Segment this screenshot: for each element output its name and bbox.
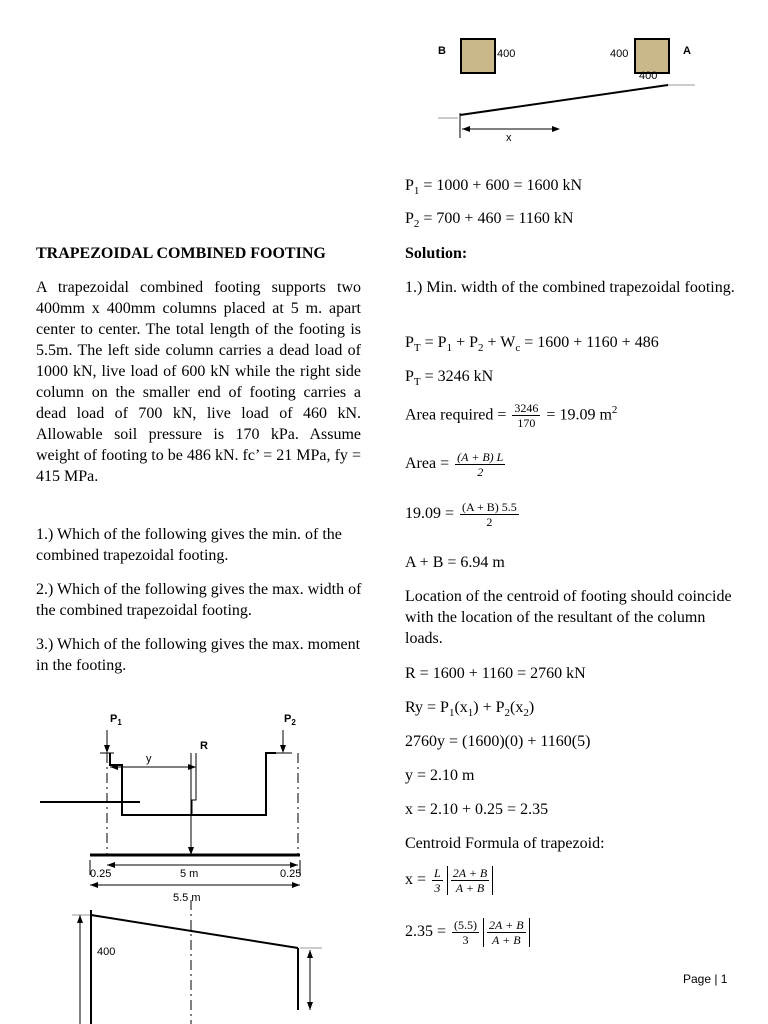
dim-right-label: 0.25 <box>280 868 302 880</box>
pt-equation: $P_T = P_1 + P_2 + W_c = 1600 + 1160 + 486$ <box>405 334 659 355</box>
dim-mid-label: 5 m <box>180 868 199 880</box>
area-formula: Area = $\frac{(A + B) L}{2}$ <box>405 450 504 479</box>
moment-values: 2760y = (1600)(0) + 1160(5) <box>405 733 591 750</box>
column-a-size: 400 <box>610 48 629 60</box>
resultant-equation: R = 1600 + 1160 = 2760 kN <box>405 665 586 682</box>
section-heading: TRAPEZOIDAL COMBINED FOOTING <box>36 245 326 262</box>
x-formula: x = $\frac{L}{3}$ $\frac{2A + B}{A + B}$ <box>405 866 495 895</box>
step-1-text: 1.) Min. width of the combined trapezoidal footing. <box>405 279 735 296</box>
dim-x-label: x <box>506 132 512 144</box>
question-2: 2.) Which of the following gives the max. width of the combined trapezoidal footing. <box>36 581 362 619</box>
page-number: Page | 1 <box>683 972 728 986</box>
pt-value: $P_T = 3246$ kN <box>405 368 494 389</box>
area-required-equation: Area required = $\frac{3246}{170}$ = 19.09 $m^2$ <box>405 401 618 431</box>
a-plus-b-value: A + B = 6.94 m <box>405 554 505 571</box>
top-footing-lines <box>430 30 710 160</box>
width-left-label: 400 <box>97 946 116 958</box>
top-plan-diagram <box>430 30 710 160</box>
label-a: A <box>683 45 691 57</box>
dim-left-label: 0.25 <box>90 868 112 880</box>
question-1: 1.) Which of the following gives the min. of the combined trapezoidal footing. <box>36 526 342 564</box>
moment-equation: $Ry = P_1(x_1) + P_2(x_2)$ <box>405 699 535 720</box>
column-b-size: 400 <box>497 48 516 60</box>
question-3: 3.) Which of the following gives the max. moment in the footing. <box>36 636 361 674</box>
x-result: x = 2.10 + 0.25 = 2.35 <box>405 801 549 818</box>
r-label: R <box>200 740 208 752</box>
y-label: y <box>146 753 152 765</box>
area-substitution: 19.09 = $\frac{(A + B) 5.5}{2}$ <box>405 500 517 529</box>
p1-equation: $P_1 = 1000 + 600 = 1600$ kN <box>405 177 583 198</box>
elevation-diagram <box>30 705 330 1024</box>
p2-label: $P_2$ <box>284 713 296 728</box>
y-result: y = 2.10 m <box>405 767 475 784</box>
solution-heading: Solution: <box>405 245 468 262</box>
x-substitution: 2.35 = $\frac{(5.5)}{3}$ $\frac{2A + B}{A + B}$ <box>405 918 532 947</box>
p2-equation: $P_2 = 700 + 460 = 1160$ kN <box>405 210 574 231</box>
elevation-diagram-lines <box>30 705 330 1024</box>
p1-label: $P_1$ <box>110 713 122 728</box>
centroid-formula-title: Centroid Formula of trapezoid: <box>405 835 605 852</box>
problem-statement: A trapezoidal combined footing supports two 400mm x 400mm columns placed at 5 m. apart center to center. The total length of the footing is 5.5m. The left side column carries a dead load of 1000 kN, live load of 600 kN while the right side column on the smaller end of footing carries a dead load of 700 kN, live load of 460 kN. Allowable soil pressure is 170 kPa. Assume weight of footing to be 486 kN. fc’ = 21 MPa, fy = 415 MPa. <box>36 279 361 485</box>
dim-total-label: 5.5 m <box>173 892 201 904</box>
column-a-width: 400 <box>639 70 658 82</box>
label-b: B <box>438 45 446 57</box>
centroid-explanation: Location of the centroid of footing should coincide with the location of the resultant of the column loads. <box>405 588 732 647</box>
